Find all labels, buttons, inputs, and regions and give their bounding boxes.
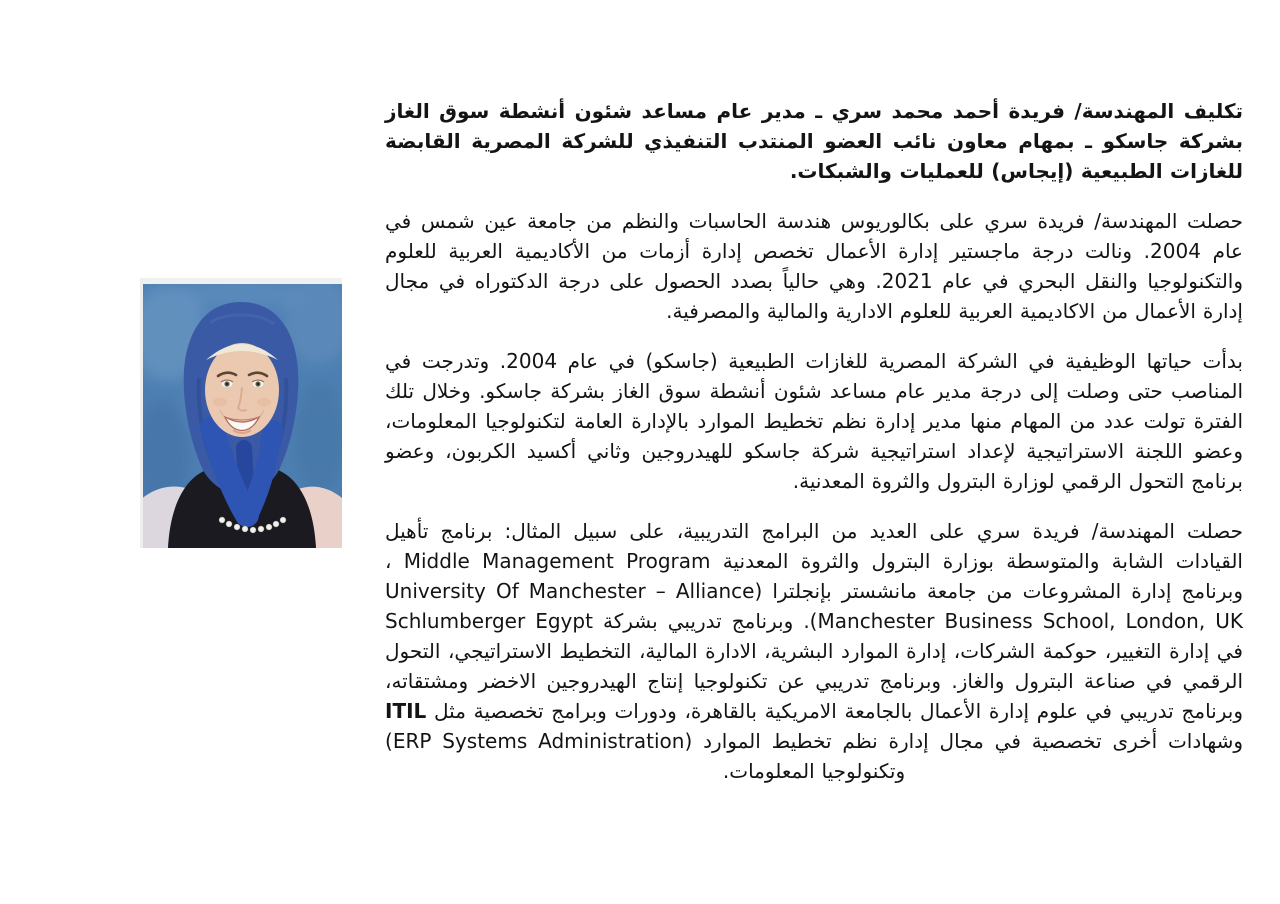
- scan-edge-left: [140, 278, 143, 548]
- biography-text: [385, 96, 1243, 806]
- education-paragraph: حصلت المهندسة/ فريدة سري على بكالوريوس هندسة الحاسبات والنظم من جامعة عين شمس في عام 2004. ونالت درجة ماجستير إدارة الأعمال تخصص إدارة أزمات من الأكاديمية العربية للعلوم والتكنولوجيا والنقل البحري في عام 2021. وهي حالياً بصدد الحصول على درجة الدكتوراه في مجال إدارة الأعمال من الاكاديمية العربية للعلوم الادارية والمالية والمصرفية.: [385, 209, 1244, 323]
- portrait-illustration: [140, 278, 342, 548]
- cheek-blush-left: [213, 398, 227, 407]
- career-paragraph: بدأت حياتها الوظيفية في الشركة المصرية للغازات الطبيعية (جاسكو) في عام 2004. وتدرجت في المناصب حتى وصلت إلى درجة مدير عام مساعد شئون أنشطة سوق الغاز بشركة جاسكو. وخلال تلك الفترة تولت عدد من المهام منها مدير إدارة نظم تخطيط الموارد بالإدارة العامة لتكنولوجيا المعلومات، وعضو اللجنة الاستراتيجية لإعداد استراتيجية شركة جاسكو للهيدروجين وثاني أكسيد الكربون، وعضو برنامج التحول الرقمي لوزارة البترول والثروة المعدنية.: [385, 349, 1243, 493]
- scan-edge-top: [140, 278, 342, 284]
- training-paragraph: [385, 516, 1243, 786]
- cheek-blush-right: [257, 398, 271, 407]
- training-text-after-itil: وشهادات أخرى تخصصية في مجال إدارة نظم تخطيط الموارد (ERP Systems Administration) وتكنولوجيا المعلومات.: [385, 729, 1243, 783]
- portrait-photo: [140, 278, 342, 548]
- training-text-before-itil: حصلت المهندسة/ فريدة سري على العديد من البرامج التدريبية، على سبيل المثال: برنامج تأهيل القيادات الشابة والمتوسطة بوزارة البترول والثروة المعدنية Middle Management Program ، وبرنامج إدارة المشروعات من جامعة مانشستر بإنجلترا (University Of Manchester – Alliance Manchester Business School, London, UK). وبرنامج تدريبي بشركة Schlumberger Egypt في إدارة التغيير، حوكمة الشركات، إدارة الموارد البشرية، الادارة المالية، التخطيط الاستراتيجي، التحول الرقمي في صناعة البترول والغاز. وبرنامج تدريبي عن تكنولوجيا إنتاج الهيدروجين الاخضر ومشتقاته، وبرنامج تدريبي في علوم إدارة الأعمال بالجامعة الامريكية بالقاهرة، ودورات وبرامج تخصصية مثل: [385, 519, 1243, 723]
- appointment-title: تكليف المهندسة/ فريدة أحمد محمد سري ـ مدير عام مساعد شئون أنشطة سوق الغاز بشركة جاسكو ـ بمهام معاون نائب العضو المنتدب التنفيذي للشركة المصرية القابضة للغازات الطبيعية (إيجاس) للعمليات والشبكات.: [385, 99, 1243, 183]
- itil-bold-text: ITIL: [385, 699, 427, 723]
